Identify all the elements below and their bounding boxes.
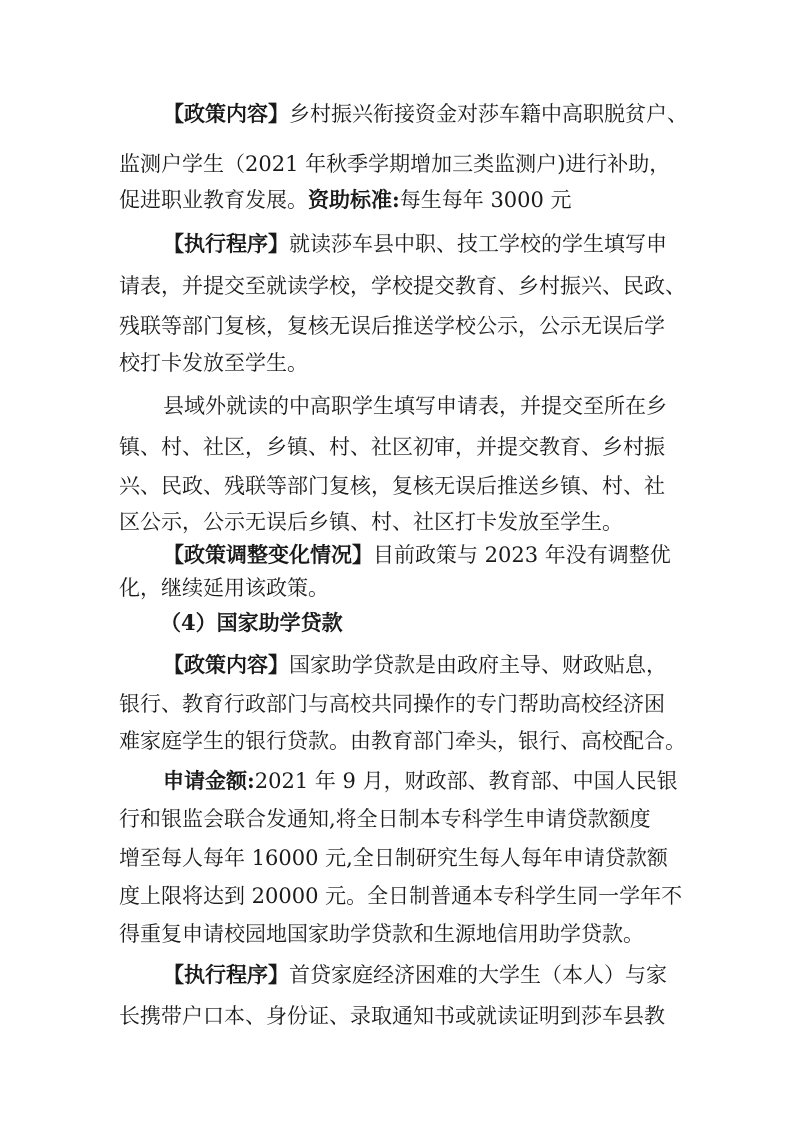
body-text: 行和银监会联合发通知,将全日制本专科学生申请贷款额度 [119, 807, 651, 831]
text-line [119, 186, 572, 214]
text-line [163, 541, 671, 569]
body-text: 增至每人每年 16000 元,全日制研究生每人每年申请贷款额 [119, 846, 668, 870]
body-text: 县域外就读的中高职学生填写申请表，并提交至所在乡 [163, 394, 667, 418]
inline-label: 资助标准: [308, 187, 400, 212]
text-line [119, 349, 308, 377]
heading-label: 【政策内容】 [163, 101, 289, 126]
text-line [119, 882, 682, 910]
text-line [119, 1002, 665, 1030]
text-line [119, 433, 665, 461]
section-title [160, 609, 343, 637]
text-line [119, 472, 665, 500]
heading-label: 【政策调整变化情况】 [163, 542, 373, 567]
body-text: 监测户学生（2021 年秋季学期增加三类监测户)进行补助， [119, 152, 671, 176]
body-text: 首贷家庭经济困难的大学生（本人）与家 [289, 963, 667, 987]
body-text: 请表，并提交至就读学校，学校提交教育、乡村振兴、民政、 [119, 274, 686, 298]
body-text: 镇、村、社区，乡镇、村、社区初审，并提交教育、乡村振 [119, 435, 665, 459]
text-line [119, 690, 665, 718]
body-text: 就读莎车县中职、技工学校的学生填写申 [289, 232, 667, 256]
text-line [119, 150, 670, 178]
text-line [163, 767, 678, 795]
body-text: 乡村振兴衔接资金对莎车籍中高职脱贫户、 [289, 102, 688, 126]
heading-label: 【执行程序】 [163, 962, 289, 987]
body-text: 难家庭学生的银行贷款。由教育部门牵头，银行、高校配合。 [119, 729, 686, 753]
body-text: 每生每年 3000 元 [399, 188, 572, 212]
heading-label: （4）国家助学贷款 [160, 610, 343, 635]
body-text: 国家助学贷款是由政府主导、财政贴息， [289, 653, 667, 677]
heading-label: 【政策内容】 [163, 652, 289, 677]
body-text: 度上限将达到 20000 元。全日制普通本专科学生同一学年不 [119, 884, 683, 908]
body-text: 区公示，公示无误后乡镇、村、社区打卡发放至学生。 [119, 510, 623, 534]
body-text: 得重复申请校园地国家助学贷款和生源地信用助学贷款。 [119, 922, 644, 946]
body-text: 兴、民政、残联等部门复核，复核无误后推送乡镇、村、社 [119, 474, 665, 498]
body-text: 银行、教育行政部门与高校共同操作的专门帮助高校经济困 [119, 692, 665, 716]
body-text: 促进职业教育发展。 [119, 188, 308, 212]
heading-label: 申请金额: [163, 768, 255, 793]
text-line [163, 651, 667, 679]
text-line [163, 392, 667, 420]
text-line [119, 508, 623, 536]
text-line [119, 920, 644, 948]
body-text: 目前政策与 2023 年没有调整优 [373, 543, 671, 567]
text-line [119, 844, 668, 872]
body-text: 化，继续延用该政策。 [119, 576, 329, 600]
body-text: 2021 年 9 月，财政部、教育部、中国人民银 [254, 769, 678, 793]
text-line [163, 230, 667, 258]
text-line [119, 574, 329, 602]
body-text: 残联等部门复核，复核无误后推送学校公示，公示无误后学 [119, 314, 665, 338]
text-line [163, 100, 688, 128]
text-line [119, 727, 686, 755]
text-line [119, 805, 651, 833]
text-line [163, 961, 667, 989]
body-text: 校打卡发放至学生。 [119, 351, 308, 375]
body-text: 长携带户口本、身份证、录取通知书或就读证明到莎车县教 [119, 1004, 665, 1028]
text-line [119, 272, 686, 300]
text-line [119, 312, 665, 340]
heading-label: 【执行程序】 [163, 231, 289, 256]
